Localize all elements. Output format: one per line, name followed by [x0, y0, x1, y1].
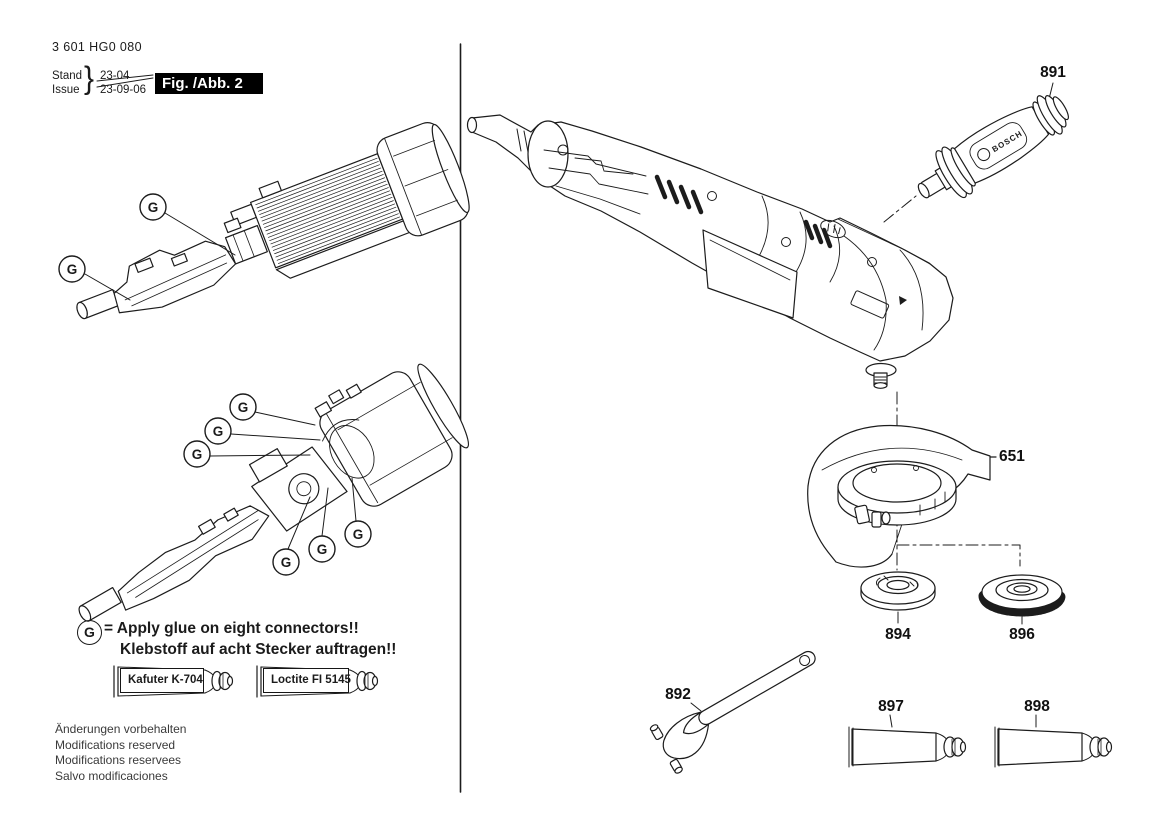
glue-callout-letter: G: [212, 424, 224, 439]
issue-label: Issue: [52, 83, 80, 96]
revision-labels: [52, 70, 82, 97]
angle-grinder-drawing: [468, 115, 954, 388]
glue-callout-letter: G: [237, 400, 249, 415]
part-label-897: 897: [878, 698, 904, 715]
auxiliary-handle-891-drawing: [906, 83, 1078, 216]
glue-legend-symbol: G: [77, 620, 102, 645]
revision-dates: [100, 70, 146, 97]
revision-brace: }: [84, 61, 95, 96]
old-date: 23-04: [100, 70, 130, 82]
glue-callout-letter: G: [280, 555, 292, 570]
disclaimer-line-es: Salvo modificaciones: [55, 768, 168, 783]
glue-callout-letter: G: [66, 262, 78, 277]
part-label-891: 891: [1040, 64, 1066, 81]
glue-callout: [59, 256, 130, 300]
part-label-894: 894: [885, 626, 911, 643]
part-label-898: 898: [1024, 698, 1050, 715]
modifications-disclaimer: [55, 722, 186, 784]
armature-assembly-bottom-drawing: [48, 344, 478, 662]
issue-date: 23-09-06: [100, 83, 147, 96]
pin-spanner-892-drawing: [649, 638, 831, 774]
disclaimer-line-en: Modifications reserved: [55, 737, 176, 752]
glue-note-line-de: Klebstoff auf acht Stecker auftragen!!: [120, 641, 397, 658]
part-label-651: 651: [999, 448, 1025, 465]
adhesive-label-loctite: Loctite FI 5145: [263, 668, 349, 693]
stand-label: Stand: [52, 70, 83, 82]
spindle: [866, 364, 896, 389]
part-label-892: 892: [665, 686, 691, 703]
glue-callout-letter: G: [191, 447, 203, 462]
disclaimer-line-de: Änderungen vorbehalten: [55, 722, 187, 736]
glue-note-line-en: = Apply glue on eight connectors!!: [104, 620, 359, 637]
figure-label: Fig. /Abb. 2: [155, 73, 263, 94]
equals-sign: =: [104, 620, 114, 637]
bosch-logo: BOSCH: [990, 128, 1025, 155]
grease-tube-898-drawing: [995, 715, 1112, 767]
part-label-896: 896: [1009, 626, 1035, 643]
clamping-nut-896-drawing: [982, 575, 1062, 611]
disclaimer-line-fr: Modifications reservees: [55, 753, 182, 767]
grease-tube-897-drawing: [849, 715, 966, 767]
document-number: 3 601 HG0 080: [52, 40, 142, 54]
glue-callout-letter: G: [147, 200, 159, 215]
adhesive-label-kafuter: Kafuter K-704: [120, 668, 204, 693]
glue-callout-letter: G: [316, 542, 328, 557]
armature-assembly-top-drawing: [59, 117, 477, 360]
glue-callout: [230, 394, 315, 425]
backing-flange-894-drawing: [861, 572, 935, 610]
protection-guard-651-drawing: [808, 426, 996, 568]
glue-callout-letter: G: [352, 527, 364, 542]
